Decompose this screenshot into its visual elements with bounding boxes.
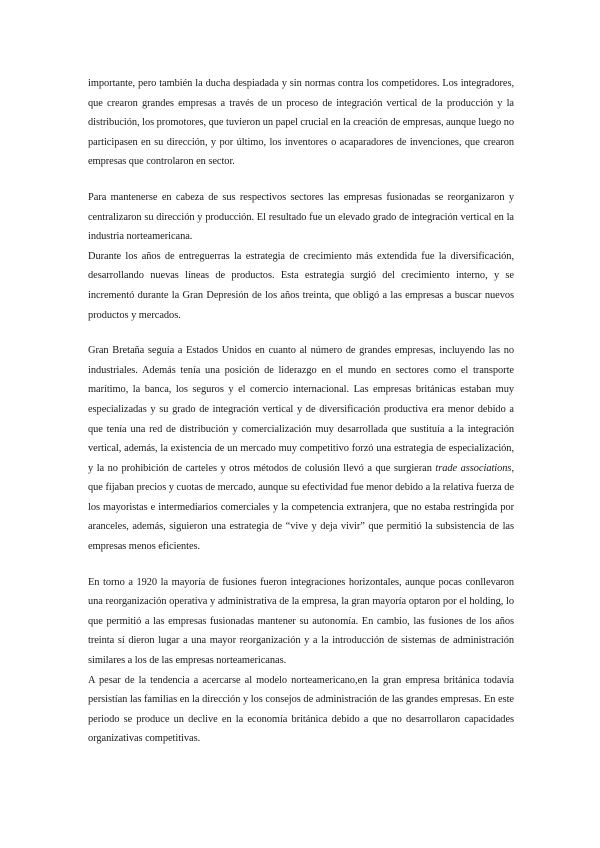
paragraph-spacer (88, 325, 514, 341)
paragraph-spacer (88, 172, 514, 188)
paragraph-mergers-1920: En torno a 1920 la mayoría de fusiones fueron integraciones horizontales, aunque pocas conllevaron una reorganización operativa y administrativa de la empresa, la gran mayoría optaron por el holding, lo que permitió a las empresas fusionadas mantener su autonomía. En cambio, las fusiones de los años treinta sí dieron lugar a una mayor reorganización y a la introducción de sistemas de administración similares a los de las empresas norteamericanas. (88, 576, 514, 667)
paragraph-spacer (88, 557, 514, 573)
paragraph-great-britain-text-before: Gran Bretaña seguía a Estados Unidos en cuanto al número de grandes empresas, incluyendo las no industriales. Además tenía una posición de liderazgo en el mundo en sectores como el transporte marítimo, la banca, los seguros y el comercio internacional. Las empresas británicas estaban muy especializadas y su grado de integración vertical y de diversificación productiva era menor debido a que tenía una red de distribución y comercialización muy desarrollada que sustituía a la integración vertical, además, la existencia de un mercado muy competitivo forzó una estrategia de especialización, y la no prohibición de carteles y otros métodos de colusión llevó a que surgieran (88, 345, 514, 474)
trade-associations-emphasis: trade associations (435, 462, 512, 474)
paragraph-competitors: importante, pero también la ducha despiadada y sin normas contra los competidores. Los integradores, que crearon grandes empresas a través de un proceso de integración vertical de la producción y la distribución, los promotores, que tuvieron un papel crucial en la creación de empresas, aunque luego no participasen en su dirección, y por último, los inventores o acaparadores de invenciones, que crearon empresas que controlaron en sector. (88, 78, 514, 168)
document-page (88, 74, 514, 749)
paragraph-great-britain-text-after: , que fijaban precios y cuotas de mercado, aunque su efectividad fue menor debido a la relativa fuerza de los mayoristas e intermediarios comerciales y la competencia extranjera, que no estaba restringida por aranceles, además, siguieron una estrategia de “vive y deja vivir” que permitió la subsistencia de las empresas menos eficientes. (88, 462, 514, 553)
paragraph-great-britain (88, 341, 514, 557)
paragraph-reorganization: Para mantenerse en cabeza de sus respectivos sectores las empresas fusionadas se reorganizaron y centralizaron su dirección y producción. El resultado fue un elevado grado de integración vertical en la industria norteamericana. (88, 191, 514, 243)
paragraph-british-decline: A pesar de la tendencia a acercarse al modelo norteamericano,en la gran empresa británica todavía persistían las familias en la dirección y los consejos de administración de las grandes empresas. En este periodo se produce un declive en la economía británica debido a que no desarrollaron capacidades organizativas competitivas. (88, 674, 514, 745)
paragraph-diversification: Durante los años de entreguerras la estrategia de crecimiento más extendida fue la diversificación, desarrollando nuevas líneas de productos. Esta estrategia surgió del crecimiento interno, y se incrementó durante la Gran Depresión de los años treinta, que obligó a las empresas a buscar nuevos productos y mercados. (88, 250, 514, 321)
